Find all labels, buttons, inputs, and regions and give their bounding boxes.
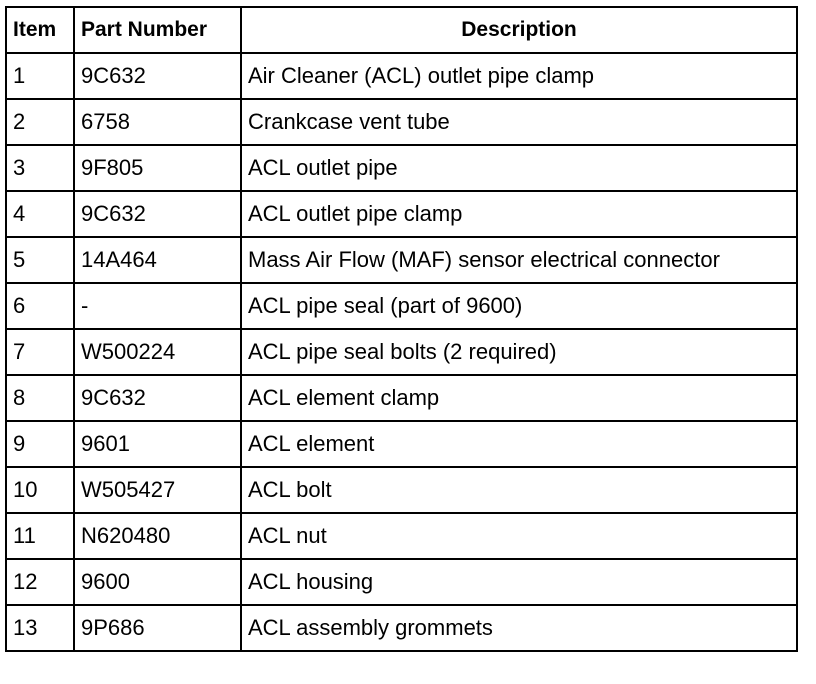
- cell-item: 7: [6, 329, 74, 375]
- cell-part-number: N620480: [74, 513, 241, 559]
- cell-part-number: W500224: [74, 329, 241, 375]
- cell-part-number: 9601: [74, 421, 241, 467]
- table-header: [6, 7, 797, 53]
- cell-description: ACL pipe seal (part of 9600): [241, 283, 797, 329]
- cell-description: ACL element: [241, 421, 797, 467]
- cell-description: ACL nut: [241, 513, 797, 559]
- cell-item: 12: [6, 559, 74, 605]
- table-row: [6, 191, 797, 237]
- cell-item: 6: [6, 283, 74, 329]
- cell-item: 9: [6, 421, 74, 467]
- header-row: [6, 7, 797, 53]
- table-row: [6, 283, 797, 329]
- cell-description: ACL assembly grommets: [241, 605, 797, 651]
- header-description: Description: [241, 7, 797, 53]
- table-row: [6, 467, 797, 513]
- cell-part-number: 9F805: [74, 145, 241, 191]
- cell-description: Air Cleaner (ACL) outlet pipe clamp: [241, 53, 797, 99]
- table-row: [6, 375, 797, 421]
- cell-description: Crankcase vent tube: [241, 99, 797, 145]
- cell-part-number: W505427: [74, 467, 241, 513]
- cell-item: 11: [6, 513, 74, 559]
- cell-item: 1: [6, 53, 74, 99]
- cell-item: 5: [6, 237, 74, 283]
- table-row: [6, 513, 797, 559]
- parts-table: [5, 6, 798, 652]
- cell-item: 2: [6, 99, 74, 145]
- cell-part-number: 9C632: [74, 53, 241, 99]
- cell-item: 13: [6, 605, 74, 651]
- cell-description: ACL element clamp: [241, 375, 797, 421]
- cell-description: ACL outlet pipe clamp: [241, 191, 797, 237]
- table-body: [6, 53, 797, 651]
- cell-part-number: 9600: [74, 559, 241, 605]
- table-row: [6, 53, 797, 99]
- cell-description: ACL pipe seal bolts (2 required): [241, 329, 797, 375]
- table-row: [6, 329, 797, 375]
- cell-part-number: 9C632: [74, 375, 241, 421]
- header-item: Item: [6, 7, 74, 53]
- cell-item: 10: [6, 467, 74, 513]
- cell-part-number: 14A464: [74, 237, 241, 283]
- cell-item: 3: [6, 145, 74, 191]
- cell-item: 4: [6, 191, 74, 237]
- table-row: [6, 145, 797, 191]
- table-row: [6, 99, 797, 145]
- cell-description: ACL outlet pipe: [241, 145, 797, 191]
- table-row: [6, 605, 797, 651]
- cell-description: ACL bolt: [241, 467, 797, 513]
- header-part-number: Part Number: [74, 7, 241, 53]
- cell-part-number: -: [74, 283, 241, 329]
- cell-part-number: 6758: [74, 99, 241, 145]
- cell-part-number: 9P686: [74, 605, 241, 651]
- cell-description: ACL housing: [241, 559, 797, 605]
- cell-part-number: 9C632: [74, 191, 241, 237]
- table-row: [6, 421, 797, 467]
- table-row: [6, 559, 797, 605]
- cell-description: Mass Air Flow (MAF) sensor electrical connector: [241, 237, 797, 283]
- table-row: [6, 237, 797, 283]
- cell-item: 8: [6, 375, 74, 421]
